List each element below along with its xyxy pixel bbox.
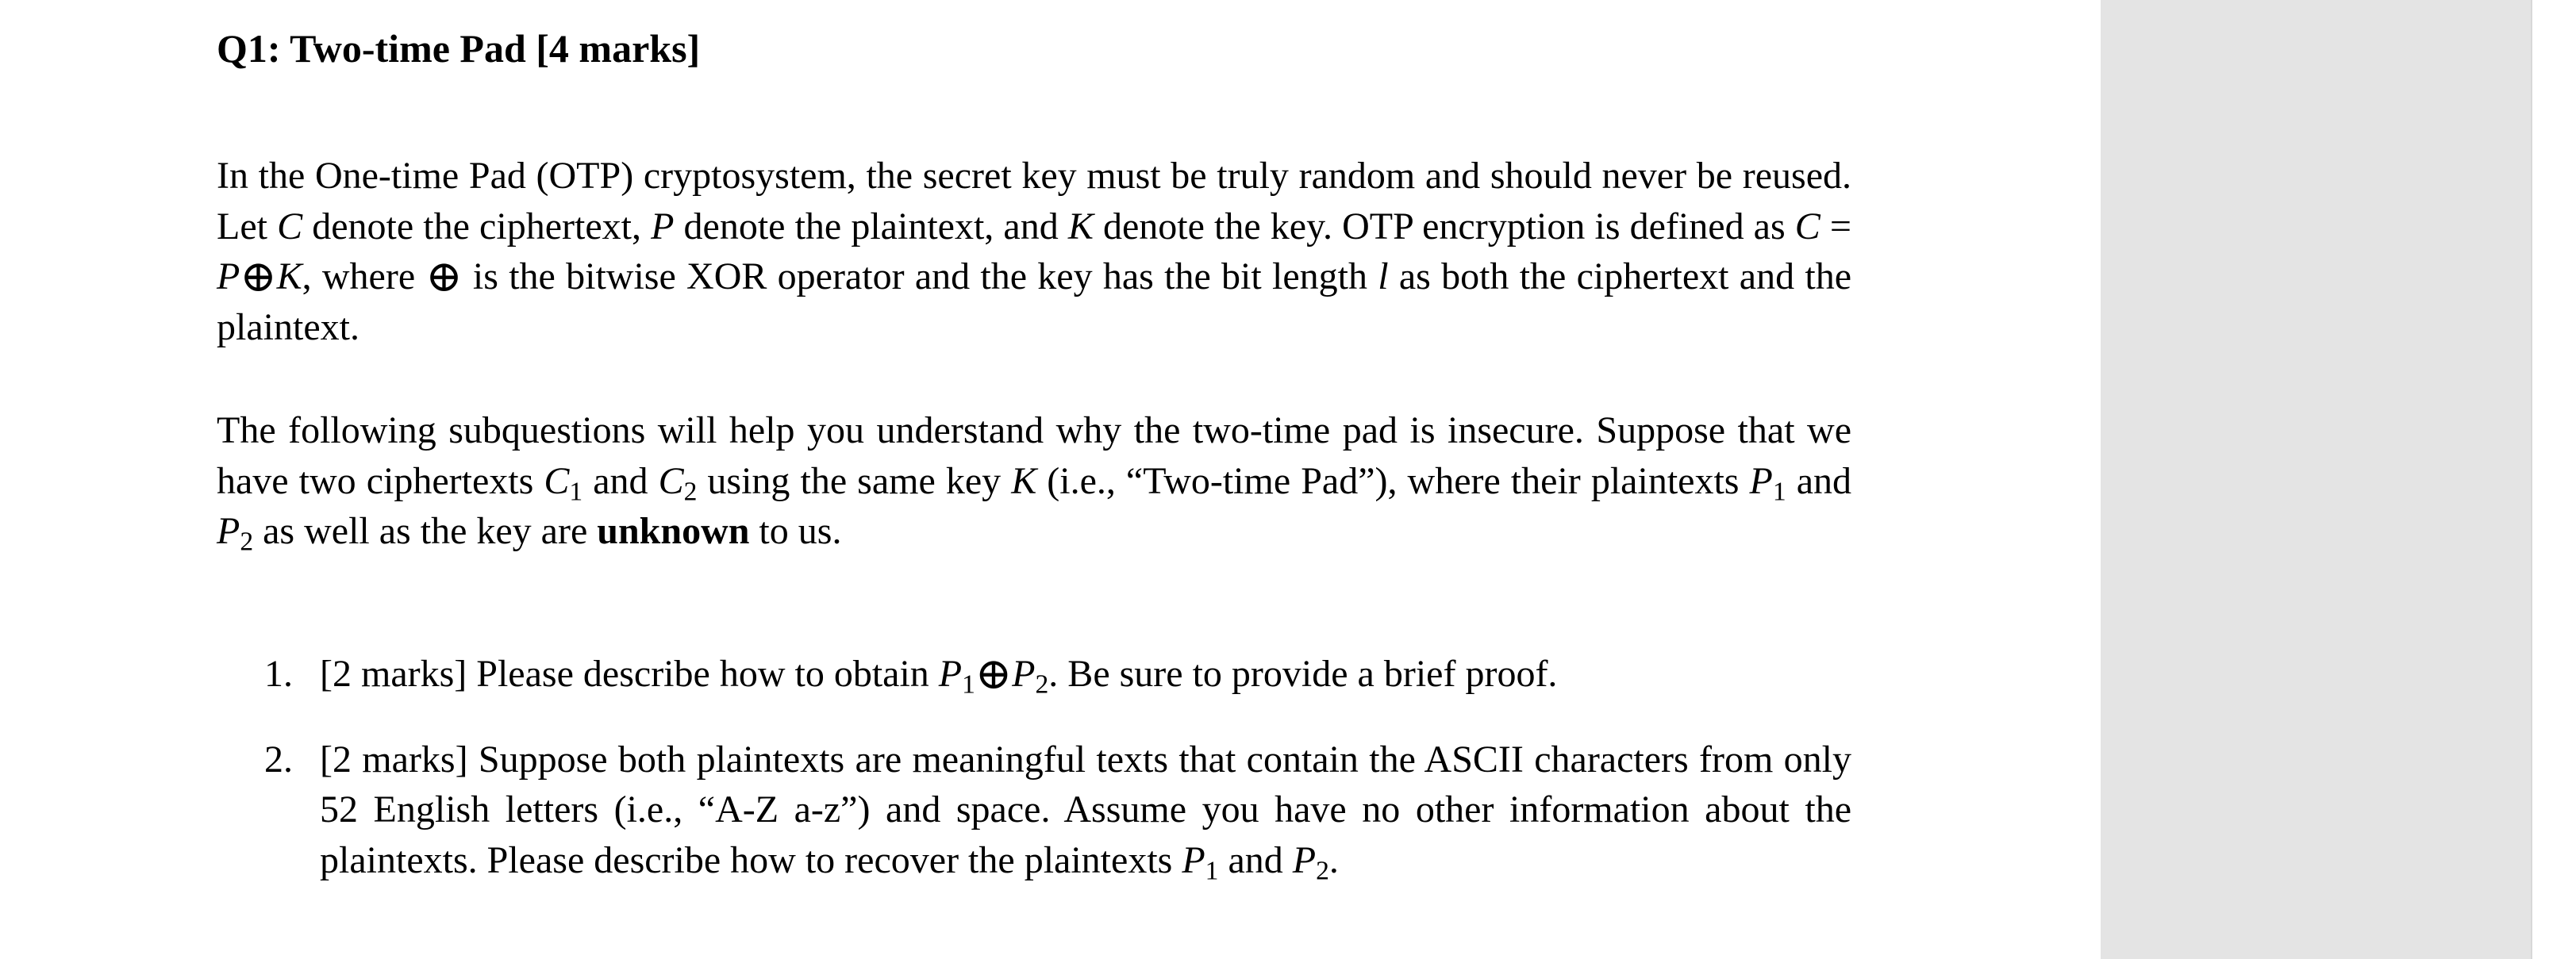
math-var-k: K	[1011, 459, 1037, 502]
subquestion-list	[217, 649, 1851, 885]
text-run: [2 marks] Please describe how to obtain	[320, 653, 939, 695]
text-run: denote the plaintext, and	[674, 205, 1068, 247]
subscript: 2	[1316, 855, 1329, 885]
text-run: and	[1218, 838, 1293, 881]
math-var-c: C	[544, 459, 570, 502]
subscript: 1	[1772, 476, 1786, 506]
text-run: and	[1786, 459, 1852, 502]
math-var-p: P	[217, 510, 240, 552]
text-run: using the same key	[697, 459, 1012, 502]
subscript: 2	[1035, 669, 1049, 700]
math-var-p: P	[1749, 459, 1773, 502]
text-run: .	[1328, 838, 1339, 881]
math-var-p: P	[938, 653, 963, 695]
math-var-p: P	[217, 255, 240, 297]
subquestion-number: 2.	[264, 738, 293, 781]
subquestion-item	[217, 649, 1851, 700]
otp-intro-paragraph	[217, 151, 1851, 352]
two-time-pad-paragraph	[217, 405, 1851, 557]
question-heading: Q1: Two-time Pad [4 marks]	[217, 26, 701, 71]
text-run: denote the key. OTP encryption is defined as	[1093, 205, 1795, 247]
math-var-k: K	[276, 255, 302, 297]
text-run: as well as the key are	[253, 510, 598, 552]
text-run: , where	[302, 255, 426, 297]
math-var-p: P	[1012, 653, 1036, 695]
subquestion-number: 1.	[264, 653, 293, 695]
subscript: 2	[683, 476, 698, 506]
math-var-c: C	[658, 459, 684, 502]
xor-operator: ⊕	[975, 649, 1013, 698]
text-run: and	[582, 459, 659, 502]
subscript: 2	[240, 527, 254, 557]
text-run: as both the ciphertext and the plaintext.	[217, 255, 1852, 348]
math-var-c: C	[1794, 205, 1821, 247]
text-run: [2 marks] Suppose both plaintexts are meaningful texts that contain the ASCII characters from only 52 English letters (i.e., “A-Z a-z”) and space. Assume you have no other information about the plaintexts. Please describe how to recover the plaintexts	[320, 738, 1851, 881]
emphasis-unknown: unknown	[597, 510, 750, 552]
text-run: . Be sure to provide a brief proof.	[1048, 653, 1558, 695]
text-run: is the bitwise XOR operator and the key has the bit length	[462, 255, 1378, 297]
math-var-l: l	[1378, 255, 1389, 297]
text-run: In the One-time Pad (OTP) cryptosystem, the secret key must be truly random and should never be reused. Let	[217, 155, 1851, 247]
text-run: The following subquestions will help you understand why the two-time pad is insecure. Suppose that we have two ciphertexts	[217, 409, 1851, 502]
subscript: 1	[569, 476, 583, 506]
math-var-p: P	[1182, 838, 1205, 881]
equals-sign: =	[1820, 205, 1852, 247]
vertical-scrollbar[interactable]	[2531, 0, 2576, 959]
text-run: (i.e., “Two-time Pad”), where their plaintexts	[1036, 459, 1750, 502]
text-run: to us.	[749, 510, 842, 552]
page-margin-panel	[2101, 0, 2531, 959]
math-var-p: P	[1292, 838, 1317, 881]
xor-operator: ⊕	[240, 251, 277, 301]
xor-operator: ⊕	[425, 251, 463, 301]
math-var-p: P	[651, 205, 675, 247]
text-run: denote the ciphertext,	[302, 205, 652, 247]
subscript: 1	[1205, 855, 1219, 885]
subscript: 1	[962, 669, 975, 700]
math-var-c: C	[277, 205, 303, 247]
subquestion-item	[217, 735, 1851, 886]
math-var-k: K	[1067, 205, 1094, 247]
